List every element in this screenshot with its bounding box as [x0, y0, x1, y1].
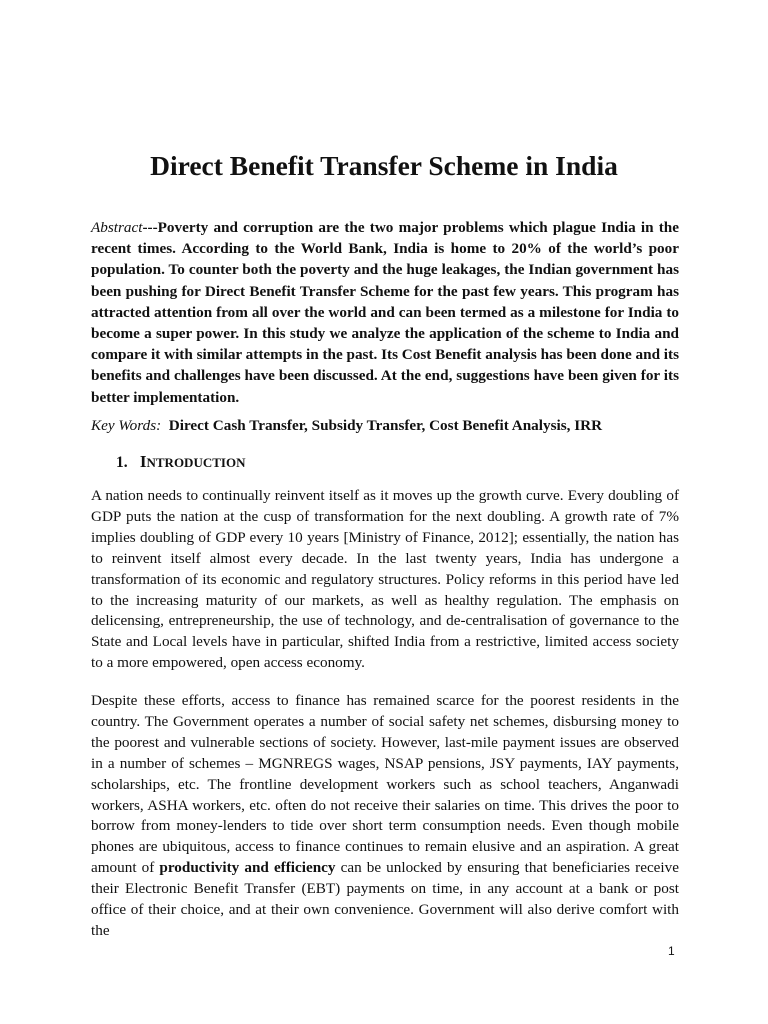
abstract-paragraph — [91, 217, 679, 408]
abstract-dashes: --- — [142, 219, 158, 236]
keywords-value: Direct Cash Transfer, Subsidy Transfer, Cost Benefit Analysis, IRR — [168, 417, 603, 434]
section-title-initial: I — [139, 452, 147, 471]
introduction-paragraph-2 — [91, 691, 679, 942]
section-title-rest: NTRODUCTION — [146, 455, 246, 470]
abstract-label: Abstract — [91, 219, 143, 236]
section-heading-introduction — [116, 451, 245, 474]
abstract-text: Poverty and corruption are the two major problems which plague India in the recent times. According to the World Bank, India is home to 20% of the world’s poor population. To counter both the poverty and the huge leakages, the Indian government has been pushing for Direct Benefit Transfer Scheme for the past few years. This program has attracted attention from all over the world and can been termed as a milestone for India to become a super power. In this study we analyze the application of the scheme to India and compare it with similar attempts in the past. Its Cost Benefit analysis has been done and its benefits and challenges have been discussed. At the end, suggestions have been given for its better implementation. — [91, 219, 679, 406]
paragraph-2-bold-phrase: productivity and efficiency — [159, 859, 336, 877]
introduction-paragraph-1: A nation needs to continually reinvent itself as it moves up the growth curve. Every doubling of GDP puts the nation at the cusp of transformation for the next doubling. A growth rate of 7% implies doubling of GDP every 10 years [Ministry of Finance, 2012]; essentially, the nation has to reinvent itself almost every decade. In the last twenty years, India has undergone a transformation of its economic and regulatory structures. Policy reforms in this period have led to the increasing maturity of our markets, as well as healthy regulation. The emphasis on delicensing, entrepreneurship, the use of technology, and de-centralisation of governance to the State and Local levels have in particular, shifted India from a restrictive, limited access society to a more empowered, open access economy. — [91, 487, 679, 672]
keywords-line — [91, 415, 679, 436]
keywords-label: Key Words: — [91, 417, 162, 434]
paragraph-2-part-1: Despite these efforts, access to finance has remained scarce for the poorest residents in the country. The Government operates a number of social safety net schemes, disbursing money to the poorest and vulnerable sections of society. However, last-mile payment issues are observed in a number of schemes – MGNREGS wages, NSAP pensions, JSY payments, IAY payments, scholarships, etc. The frontline development workers such as school teachers, Anganwadi workers, ASHA workers, etc. often do not receive their salaries on time. This drives the poor to borrow from money-lenders to tide over short term consumption needs. Even though mobile phones are ubiquitous, access to finance continues to remain elusive and an aspiration. A great amount of — [91, 692, 679, 877]
paragraph-2-part-2: can be unlocked by ensuring that beneficiaries receive their Electronic Benefit Transfer (EBT) payments on time, in any account at a bank or post office of their choice, and at their own convenience. Government will also derive comfort with the — [91, 859, 679, 939]
section-number: 1. — [116, 454, 128, 471]
page-number: 1 — [668, 944, 675, 958]
document-title: Direct Benefit Transfer Scheme in India — [150, 150, 618, 181]
